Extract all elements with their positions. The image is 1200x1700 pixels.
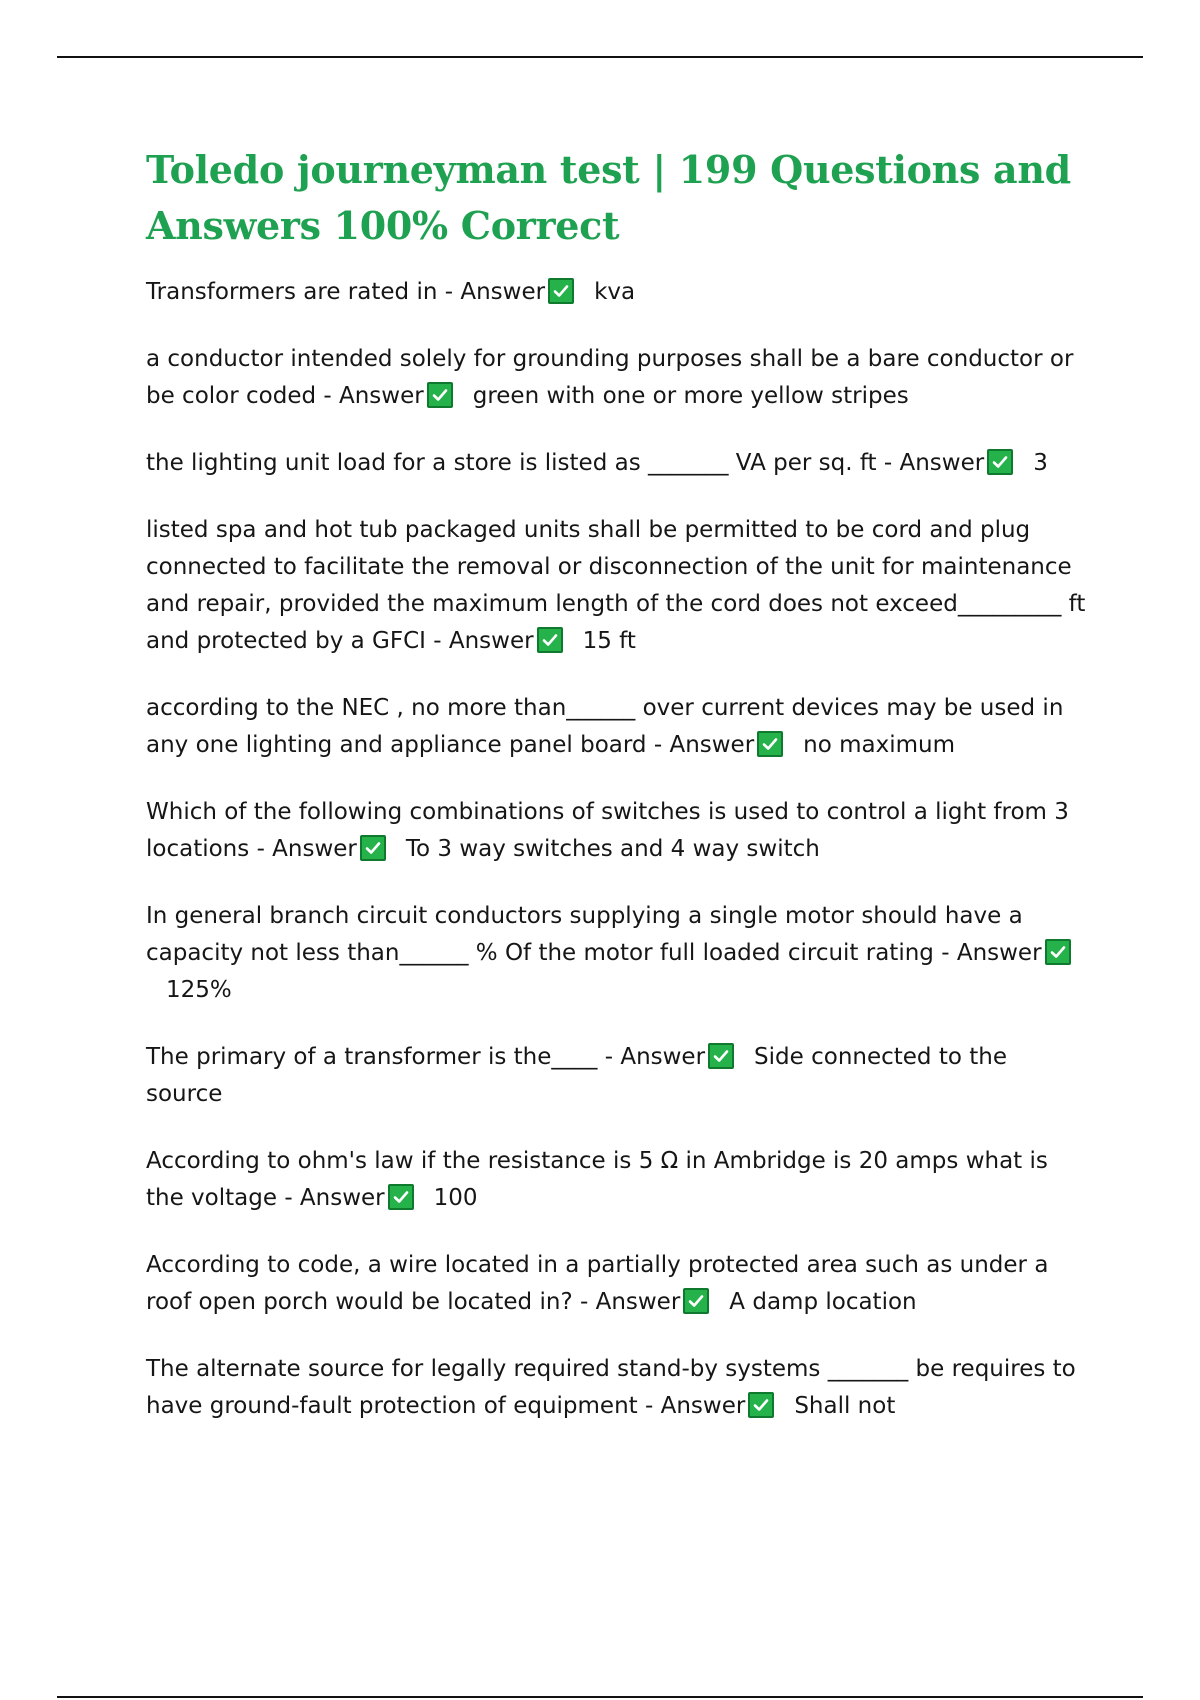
document-body [146,142,1090,1455]
answer-label: - Answer [653,732,755,758]
check-mark-icon [537,627,563,653]
question-text: a conductor intended solely for grounding purposes shall be a bare conductor or be color coded [146,346,1074,409]
answer-text: To 3 way switches and 4 way switch [405,836,820,862]
answer-label: - Answer [433,628,534,654]
answer-label: - Answer [323,383,424,409]
question-text: In general branch circuit conductors supplying a single motor should have a capacity not less than______ % Of the motor full loaded circuit rating [146,903,1023,966]
page-title: Toledo journeyman test | 199 Questions and Answers 100% Correct [146,147,1071,248]
qa-item [146,898,1090,1009]
qa-item [146,1351,1090,1425]
answer-text: 100 [433,1185,478,1211]
qa-item [146,445,1090,482]
answer-label: - Answer [941,940,1042,966]
question-text: according to the NEC , no more than______ over current devices may be used in any one lighting and appliance panel board [146,695,1064,758]
answer-label: - Answer [604,1044,706,1070]
check-mark-icon [548,278,574,304]
answer-label: - Answer [284,1185,385,1211]
answer-text: 15 ft [582,628,636,654]
answer-text: 3 [1033,450,1048,476]
qa-list [146,274,1090,1425]
answer-text: Shall not [794,1393,896,1419]
qa-item [146,794,1090,868]
check-mark-icon [757,731,783,757]
answer-text: kva [594,279,636,305]
qa-item [146,512,1090,660]
question-text: The alternate source for legally required stand-by systems _______ be requires to have ground-fault protection of equipment [146,1356,1076,1419]
top-rule [57,56,1143,58]
check-mark-icon [427,382,453,408]
answer-label: - Answer [444,279,546,305]
answer-label: - Answer [644,1393,746,1419]
check-mark-icon [360,835,386,861]
check-mark-icon [708,1043,734,1069]
qa-item [146,274,1090,311]
qa-item [146,690,1090,764]
bottom-rule [57,1696,1143,1698]
answer-text: Side connected to the source [146,1044,1007,1107]
answer-label: - Answer [256,836,357,862]
answer-text: green with one or more yellow stripes [472,383,909,409]
answer-text: 125% [166,977,232,1003]
question-text: Which of the following combinations of switches is used to control a light from 3 locations [146,799,1069,862]
answer-label: - Answer [883,450,985,476]
check-mark-icon [748,1392,774,1418]
check-mark-icon [388,1184,414,1210]
check-mark-icon [683,1288,709,1314]
question-text: According to code, a wire located in a partially protected area such as under a roof open porch would be located in? [146,1252,1049,1315]
qa-item [146,341,1090,415]
answer-text: no maximum [803,732,956,758]
check-mark-icon [1045,939,1071,965]
question-text: The primary of a transformer is the____ [146,1044,598,1070]
question-text: Transformers are rated in [146,279,438,305]
qa-item [146,1039,1090,1113]
question-text: According to ohm's law if the resistance is 5 Ω in Ambridge is 20 amps what is the voltage [146,1148,1048,1211]
question-text: the lighting unit load for a store is listed as _______ VA per sq. ft [146,450,877,476]
answer-label: - Answer [579,1289,681,1315]
qa-item [146,1143,1090,1217]
qa-item [146,1247,1090,1321]
answer-text: A damp location [729,1289,917,1315]
check-mark-icon [987,449,1013,475]
question-text: listed spa and hot tub packaged units shall be permitted to be cord and plug connected to facilitate the removal or disconnection of the unit for maintenance and repair, provided the maximum length of the cord does not exceed_________ ft and protected by a GFCI [146,517,1086,654]
